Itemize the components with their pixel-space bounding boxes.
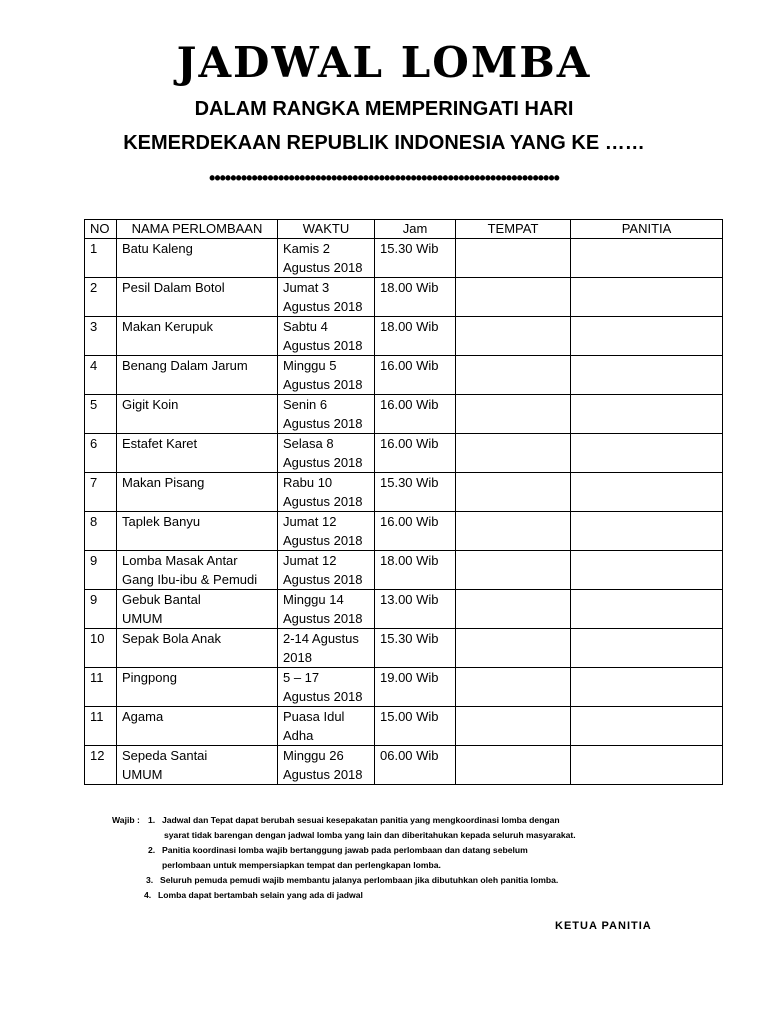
cell-waktu-line: Agustus 2018 [283, 455, 363, 470]
cell-no: 10 [85, 629, 117, 668]
cell-waktu-line: Senin 6 [283, 397, 328, 412]
signature-label: KETUA PANITIA [555, 920, 652, 932]
table-row [85, 590, 723, 629]
cell-nama-line: UMUM [122, 767, 163, 782]
cell-no: 4 [85, 356, 117, 395]
note-line [112, 858, 672, 873]
note-line [112, 843, 672, 858]
cell-nama [117, 434, 278, 473]
cell-panitia [571, 473, 723, 512]
cell-waktu [278, 317, 375, 356]
cell-waktu [278, 278, 375, 317]
note-number: 2. [148, 845, 156, 855]
cell-nama [117, 239, 278, 278]
cell-tempat [456, 434, 571, 473]
cell-waktu-line: Agustus 2018 [283, 611, 363, 626]
note-line [112, 873, 672, 888]
cell-no: 2 [85, 278, 117, 317]
table-row [85, 356, 723, 395]
cell-waktu-line: Adha [283, 728, 314, 743]
cell-waktu-line: Minggu 26 [283, 748, 344, 763]
document-title: JADWAL LOMBA [176, 38, 592, 87]
note-number: 3. [146, 875, 154, 885]
cell-panitia [571, 551, 723, 590]
cell-no: 9 [85, 551, 117, 590]
table-row [85, 239, 723, 278]
cell-waktu-line: Agustus 2018 [283, 377, 363, 392]
cell-jam: 15.30 Wib [375, 473, 456, 512]
note-text: perlombaan untuk mempersiapkan tempat dan perlengkapan lomba. [162, 860, 441, 870]
cell-no: 11 [85, 668, 117, 707]
cell-panitia [571, 278, 723, 317]
cell-jam: 19.00 Wib [375, 668, 456, 707]
cell-panitia [571, 239, 723, 278]
notes-section [112, 813, 672, 903]
cell-nama-line: Estafet Karet [122, 436, 198, 451]
cell-nama-line: Gebuk Bantal [122, 592, 201, 607]
cell-waktu-line: Selasa 8 [283, 436, 334, 451]
column-header-no: NO [85, 220, 117, 239]
cell-waktu-line: Agustus 2018 [283, 533, 363, 548]
cell-no: 11 [85, 707, 117, 746]
table-body [85, 239, 723, 785]
cell-tempat [456, 707, 571, 746]
cell-nama [117, 278, 278, 317]
cell-waktu-line: Sabtu 4 [283, 319, 328, 334]
cell-waktu-line: Agustus 2018 [283, 416, 363, 431]
column-header-nama: NAMA PERLOMBAAN [117, 220, 278, 239]
cell-waktu-line: Agustus 2018 [283, 260, 363, 275]
cell-nama [117, 473, 278, 512]
cell-no: 5 [85, 395, 117, 434]
cell-waktu-line: Agustus 2018 [283, 338, 363, 353]
cell-no: 6 [85, 434, 117, 473]
cell-nama-line: Gang Ibu-ibu & Pemudi [122, 572, 258, 587]
cell-jam: 15.00 Wib [375, 707, 456, 746]
cell-nama [117, 746, 278, 785]
cell-nama [117, 668, 278, 707]
cell-no: 7 [85, 473, 117, 512]
cell-jam: 13.00 Wib [375, 590, 456, 629]
cell-tempat [456, 590, 571, 629]
cell-panitia [571, 707, 723, 746]
cell-panitia [571, 590, 723, 629]
cell-panitia [571, 746, 723, 785]
notes-label: Wajib : [112, 815, 140, 825]
cell-tempat [456, 668, 571, 707]
cell-waktu [278, 434, 375, 473]
table-row [85, 395, 723, 434]
column-header-panitia: PANITIA [571, 220, 723, 239]
table-row [85, 668, 723, 707]
cell-nama [117, 707, 278, 746]
cell-waktu-line: Agustus 2018 [283, 767, 363, 782]
cell-tempat [456, 629, 571, 668]
note-text: Seluruh pemuda pemudi wajib membantu jalanya perlombaan jika dibutuhkan oleh panitia lomba. [160, 875, 559, 885]
cell-waktu-line: Agustus 2018 [283, 689, 363, 704]
cell-jam: 18.00 Wib [375, 278, 456, 317]
note-text: Panitia koordinasi lomba wajib bertanggung jawab pada perlombaan dan datang sebelum [162, 845, 528, 855]
cell-no: 9 [85, 590, 117, 629]
cell-jam: 16.00 Wib [375, 512, 456, 551]
cell-jam: 06.00 Wib [375, 746, 456, 785]
cell-nama-line: Agama [122, 709, 164, 724]
cell-panitia [571, 512, 723, 551]
cell-nama-line: Makan Pisang [122, 475, 205, 490]
cell-nama-line: Lomba Masak Antar [122, 553, 238, 568]
note-line [112, 813, 672, 828]
cell-waktu [278, 590, 375, 629]
cell-jam: 15.30 Wib [375, 239, 456, 278]
cell-waktu-line: Agustus 2018 [283, 299, 363, 314]
cell-tempat [456, 356, 571, 395]
cell-no: 3 [85, 317, 117, 356]
cell-waktu [278, 512, 375, 551]
subtitle-line-1: DALAM RANGKA MEMPERINGATI HARI [194, 98, 574, 120]
cell-waktu-line: 2-14 Agustus [283, 631, 359, 646]
cell-no: 8 [85, 512, 117, 551]
dotted-separator: •••••••••••••••••••••••••••••••••••••••••••••••••••••••••••••••••• [209, 168, 559, 188]
table-header-row [85, 220, 723, 239]
cell-tempat [456, 278, 571, 317]
table-row [85, 317, 723, 356]
cell-tempat [456, 746, 571, 785]
cell-waktu [278, 629, 375, 668]
cell-waktu-line: Jumat 12 [283, 553, 337, 568]
cell-jam: 16.00 Wib [375, 356, 456, 395]
cell-waktu-line: Agustus 2018 [283, 494, 363, 509]
cell-jam: 16.00 Wib [375, 434, 456, 473]
table-row [85, 551, 723, 590]
cell-panitia [571, 629, 723, 668]
cell-tempat [456, 512, 571, 551]
schedule-table [84, 219, 723, 785]
table-row [85, 473, 723, 512]
cell-waktu-line: Kamis 2 [283, 241, 330, 256]
column-header-waktu: WAKTU [278, 220, 375, 239]
cell-tempat [456, 395, 571, 434]
cell-nama [117, 512, 278, 551]
cell-waktu [278, 395, 375, 434]
cell-waktu [278, 239, 375, 278]
cell-nama [117, 629, 278, 668]
cell-nama [117, 317, 278, 356]
cell-no: 1 [85, 239, 117, 278]
note-text: Lomba dapat bertambah selain yang ada di jadwal [158, 890, 363, 900]
cell-waktu-line: Jumat 3 [283, 280, 330, 295]
cell-tempat [456, 239, 571, 278]
table-row [85, 278, 723, 317]
note-line [112, 828, 672, 843]
cell-tempat [456, 473, 571, 512]
cell-waktu [278, 551, 375, 590]
cell-jam: 16.00 Wib [375, 395, 456, 434]
cell-waktu [278, 707, 375, 746]
cell-waktu-line: Puasa Idul [283, 709, 345, 724]
cell-nama-line: Gigit Koin [122, 397, 179, 412]
cell-tempat [456, 551, 571, 590]
cell-panitia [571, 356, 723, 395]
table-row [85, 707, 723, 746]
cell-waktu-line: Minggu 14 [283, 592, 344, 607]
cell-panitia [571, 317, 723, 356]
cell-waktu-line: Rabu 10 [283, 475, 333, 490]
cell-nama-line: Pesil Dalam Botol [122, 280, 225, 295]
table-row [85, 629, 723, 668]
cell-jam: 15.30 Wib [375, 629, 456, 668]
cell-waktu-line: Agustus 2018 [283, 572, 363, 587]
cell-nama-line: Taplek Banyu [122, 514, 201, 529]
cell-nama [117, 590, 278, 629]
cell-nama-line: Pingpong [122, 670, 177, 685]
column-header-tempat: TEMPAT [456, 220, 571, 239]
cell-jam: 18.00 Wib [375, 551, 456, 590]
cell-nama-line: Sepak Bola Anak [122, 631, 222, 646]
note-number: 4. [144, 890, 152, 900]
cell-waktu [278, 668, 375, 707]
cell-waktu [278, 356, 375, 395]
cell-panitia [571, 395, 723, 434]
table-row [85, 512, 723, 551]
cell-panitia [571, 668, 723, 707]
cell-nama [117, 395, 278, 434]
cell-nama [117, 551, 278, 590]
cell-waktu [278, 473, 375, 512]
cell-no: 12 [85, 746, 117, 785]
note-number: 1. [148, 815, 156, 825]
cell-waktu-line: Minggu 5 [283, 358, 337, 373]
cell-waktu-line: 5 – 17 [283, 670, 320, 685]
cell-nama-line: UMUM [122, 611, 163, 626]
cell-waktu-line: Jumat 12 [283, 514, 337, 529]
table-row [85, 434, 723, 473]
cell-nama-line: Benang Dalam Jarum [122, 358, 248, 373]
cell-nama-line: Batu Kaleng [122, 241, 193, 256]
table-row [85, 746, 723, 785]
note-line [112, 888, 672, 903]
note-text: syarat tidak barengan dengan jadwal lomba yang lain dan diberitahukan kepada seluruh masyarakat. [164, 830, 576, 840]
cell-waktu [278, 746, 375, 785]
cell-tempat [456, 317, 571, 356]
note-text: Jadwal dan Tepat dapat berubah sesuai kesepakatan panitia yang mengkoordinasi lomba dengan [162, 815, 560, 825]
column-header-jam: Jam [375, 220, 456, 239]
subtitle-line-2: KEMERDEKAAN REPUBLIK INDONESIA YANG KE …… [123, 132, 645, 154]
cell-nama-line: Makan Kerupuk [122, 319, 214, 334]
cell-panitia [571, 434, 723, 473]
cell-waktu-line: 2018 [283, 650, 312, 665]
cell-nama-line: Sepeda Santai [122, 748, 208, 763]
cell-nama [117, 356, 278, 395]
cell-jam: 18.00 Wib [375, 317, 456, 356]
